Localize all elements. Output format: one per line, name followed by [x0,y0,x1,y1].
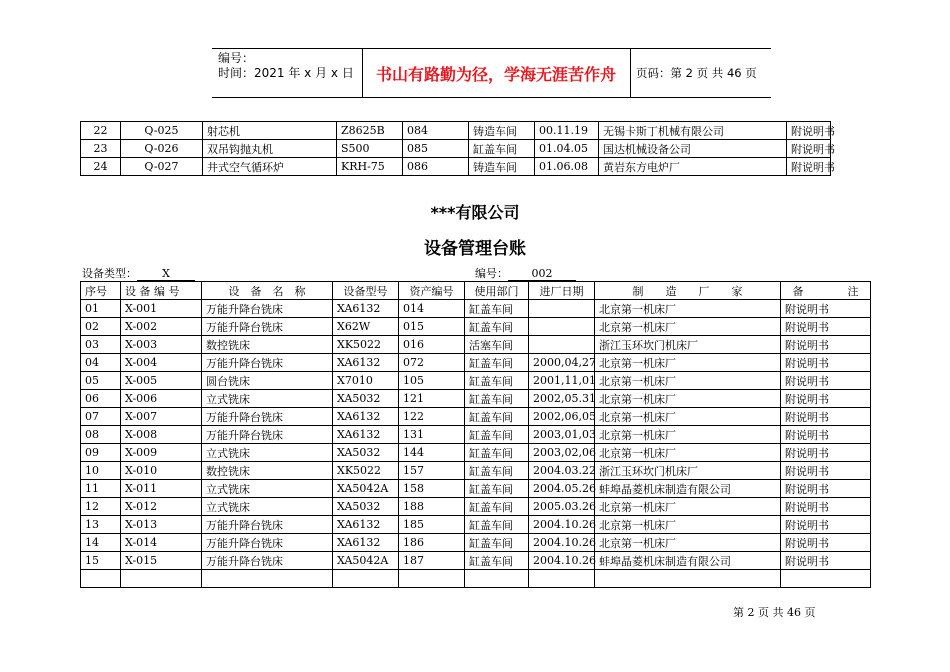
cell-seq: 07 [81,408,121,426]
table-row [81,516,871,534]
header-asset-no: 资产编号 [399,282,465,300]
cell-seq: 02 [81,318,121,336]
cell-equip-no: Q-027 [121,158,203,176]
cell-equip-no: X-003 [121,336,202,354]
cell-asset-no: 187 [399,552,465,570]
top-table-body [81,122,835,176]
table-row [81,122,831,140]
cell-model: KRH-75 [337,158,403,176]
cell-maker: 北京第一机床厂 [595,372,781,390]
cell-asset-no: 121 [399,390,465,408]
cell-model: XK5022 [333,462,399,480]
cell-equip-name: 立式铣床 [202,480,333,498]
cell-asset-no: 188 [399,498,465,516]
cell-maker: 蚌埠晶菱机床制造有限公司 [595,552,781,570]
cell-equip-no: X-011 [121,480,202,498]
cell-model: XA5032 [333,390,399,408]
cell-dept: 缸盖车间 [465,498,529,516]
cell-date: 2001,11,01 [529,372,595,390]
equipment-type-value: X [137,267,195,281]
header-seq: 序号 [81,282,121,300]
cell-equip-name: 立式铣床 [202,498,333,516]
cell-asset-no: 122 [399,408,465,426]
cell-seq: 11 [81,480,121,498]
ledger-number [475,265,576,281]
cell-seq: 23 [81,140,121,158]
cell-equip-no: X-015 [121,552,202,570]
cell-remark: 附说明书 [781,462,871,480]
cell-equip-name: 立式铣床 [202,444,333,462]
cell-model: XA6132 [333,516,399,534]
cell-equip-no: X-001 [121,300,202,318]
cell-maker: 北京第一机床厂 [595,534,781,552]
table-row [81,534,871,552]
table-row [81,300,871,318]
cell-date: 2002,05.31 [529,390,595,408]
table-row [81,408,871,426]
ledger-number-value: 002 [508,267,576,281]
page-header [212,48,771,98]
header-motto: 书山有路勤为径，学海无涯苦作舟 [362,49,631,97]
cell-equip-name: 立式铣床 [202,390,333,408]
cell-equip-name: 万能升降台铣床 [202,552,333,570]
cell-model: Z8625B [337,122,403,140]
cell-dept [465,570,529,588]
cell-equip-name: 万能升降台铣床 [202,426,333,444]
cell-asset-no: 016 [399,336,465,354]
header-number-label: 编号： [218,51,255,65]
cell-dept: 缸盖车间 [465,372,529,390]
cell-model: S500 [337,140,403,158]
cell-equip-no: Q-026 [121,140,203,158]
cell-maker: 北京第一机床厂 [595,498,781,516]
cell-date: 2004.10.26 [529,534,595,552]
table-row [81,462,871,480]
table-row [81,318,871,336]
cell-model: XA6132 [333,426,399,444]
cell-seq: 08 [81,426,121,444]
cell-equip-no: X-005 [121,372,202,390]
cell-asset-no: 186 [399,534,465,552]
cell-asset-no: 085 [403,140,469,158]
cell-dept: 活塞车间 [465,336,529,354]
cell-model: XA5032 [333,498,399,516]
cell-maker: 北京第一机床厂 [595,426,781,444]
cell-dept: 缸盖车间 [465,480,529,498]
header-time: 时间：2021 年 x 月 x 日 [218,66,354,80]
header-equip-no: 设 备 编 号 [121,282,202,300]
cell-maker: 浙江玉环坎门机床厂 [595,462,781,480]
cell-date: 2002,06,05 [529,408,595,426]
cell-dept: 缸盖车间 [465,516,529,534]
header-maker: 制 造 厂 家 [595,282,781,300]
cell-asset-no: 014 [399,300,465,318]
header-model: 设备型号 [333,282,399,300]
cell-remark: 附说明书 [787,122,831,140]
cell-date: 2004.10.26 [529,516,595,534]
cell-equip-name: 万能升降台铣床 [202,534,333,552]
cell-remark: 附说明书 [781,480,871,498]
cell-date [529,570,595,588]
cell-maker: 浙江玉环坎门机床厂 [595,336,781,354]
cell-dept: 缸盖车间 [465,300,529,318]
table-row [81,336,871,354]
cell-remark: 附说明书 [787,140,831,158]
cell-date: 2003,01,03 [529,426,595,444]
cell-asset-no: 072 [399,354,465,372]
cell-dept: 铸造车间 [469,158,535,176]
table-row [81,444,871,462]
cell-seq: 24 [81,158,121,176]
cell-remark: 附说明书 [781,498,871,516]
cell-date: 2003,02,06 [529,444,595,462]
cell-asset-no: 185 [399,516,465,534]
cell-dept: 缸盖车间 [465,390,529,408]
cell-equip-name: 井式空气循环炉 [203,158,337,176]
cell-equip-name: 射芯机 [203,122,337,140]
cell-date: 2004.05.26 [529,480,595,498]
cell-maker: 北京第一机床厂 [595,408,781,426]
cell-asset-no: 015 [399,318,465,336]
cell-maker: 北京第一机床厂 [595,300,781,318]
cell-remark: 附说明书 [781,300,871,318]
ledger-number-label: 编号： [475,267,508,280]
cell-equip-no: X-012 [121,498,202,516]
cell-dept: 缸盖车间 [465,462,529,480]
cell-seq [81,570,121,588]
cell-equip-no [121,570,202,588]
cell-model: X7010 [333,372,399,390]
cell-asset-no: 084 [403,122,469,140]
table-row [81,140,831,158]
cell-model: XA5042A [333,480,399,498]
equipment-type [82,265,195,281]
cell-asset-no: 131 [399,426,465,444]
cell-seq: 01 [81,300,121,318]
company-title: ***有限公司 [430,203,520,222]
cell-seq: 10 [81,462,121,480]
cell-dept: 铸造车间 [469,122,535,140]
cell-equip-name: 圆台铣床 [202,372,333,390]
cell-equip-no: X-002 [121,318,202,336]
cell-asset-no: 157 [399,462,465,480]
cell-equip-no: X-004 [121,354,202,372]
cell-remark [781,570,871,588]
cell-model: XA6132 [333,300,399,318]
cell-equip-no: X-006 [121,390,202,408]
cell-equip-name: 双吊钩抛丸机 [203,140,337,158]
cell-model: XA6132 [333,534,399,552]
cell-seq: 09 [81,444,121,462]
cell-equip-no: X-014 [121,534,202,552]
cell-remark: 附说明书 [781,336,871,354]
cell-dept: 缸盖车间 [465,318,529,336]
cell-dept: 缸盖车间 [465,552,529,570]
cell-equip-no: X-013 [121,516,202,534]
cell-seq: 22 [81,122,121,140]
cell-equip-no: X-008 [121,426,202,444]
cell-remark: 附说明书 [781,354,871,372]
header-equip-name: 设 备 名 称 [202,282,333,300]
cell-remark: 附说明书 [787,158,831,176]
cell-remark: 附说明书 [781,390,871,408]
cell-remark: 附说明书 [781,372,871,390]
table-row [81,480,871,498]
cell-date [529,336,595,354]
cell-asset-no: 086 [403,158,469,176]
cell-date: 2004.03.22 [529,462,595,480]
cell-date: 01.06.08 [535,158,599,176]
cell-dept: 缸盖车间 [469,140,535,158]
cell-dept: 缸盖车间 [465,408,529,426]
cell-maker: 蚌埠晶菱机床制造有限公司 [595,480,781,498]
cell-equip-name: 万能升降台铣床 [202,408,333,426]
cell-maker: 北京第一机床厂 [595,516,781,534]
cell-maker: 无锡卡斯丁机械有限公司 [599,122,787,140]
cell-seq: 06 [81,390,121,408]
cell-maker: 黄岩东方电炉厂 [599,158,787,176]
cell-dept: 缸盖车间 [465,534,529,552]
cell-maker: 国达机械设备公司 [599,140,787,158]
cell-equip-name: 数控铣床 [202,462,333,480]
cell-remark: 附说明书 [781,516,871,534]
cell-seq: 04 [81,354,121,372]
cell-remark: 附说明书 [781,408,871,426]
equipment-type-label: 设备类型： [82,267,137,280]
cell-equip-name: 万能升降台铣床 [202,516,333,534]
cell-maker: 北京第一机床厂 [595,390,781,408]
cell-date: 00.11.19 [535,122,599,140]
header-meta [212,49,363,97]
page-footer: 第 2 页 共 46 页 [733,606,816,619]
cell-dept: 缸盖车间 [465,426,529,444]
table-row [81,390,871,408]
cell-model [333,570,399,588]
cell-asset-no: 105 [399,372,465,390]
table-row [81,354,871,372]
cell-model: XA6132 [333,408,399,426]
cell-model: XA5032 [333,444,399,462]
cell-equip-name: 万能升降台铣床 [202,318,333,336]
cell-remark: 附说明书 [781,552,871,570]
cell-equip-name: 万能升降台铣床 [202,354,333,372]
ledger-title: 设备管理台账 [424,239,526,259]
table-row [81,570,871,588]
cell-dept: 缸盖车间 [465,444,529,462]
cell-remark: 附说明书 [781,534,871,552]
header-remark: 备 注 [781,282,871,300]
table-row [81,372,871,390]
header-dept: 使用部门 [465,282,529,300]
equipment-ledger-table [80,281,871,588]
cell-seq: 13 [81,516,121,534]
cell-model: XA5042A [333,552,399,570]
cell-maker: 北京第一机床厂 [595,444,781,462]
cell-seq: 12 [81,498,121,516]
table-row [81,158,831,176]
cell-asset-no: 158 [399,480,465,498]
cell-equip-name [202,570,333,588]
table-row [81,552,871,570]
cell-dept: 缸盖车间 [465,354,529,372]
cell-model: XK5022 [333,336,399,354]
cell-model: XA6132 [333,354,399,372]
cell-equip-no: Q-025 [121,122,203,140]
ledger-header-row [81,282,871,300]
cell-equip-name: 万能升降台铣床 [202,300,333,318]
cell-asset-no: 144 [399,444,465,462]
cell-asset-no [399,570,465,588]
top-equipment-table [80,121,835,176]
header-date: 进厂日期 [529,282,595,300]
header-page-code: 页码：第 2 页 共 46 页 [636,66,757,80]
cell-date: 01.04.05 [535,140,599,158]
cell-date [529,300,595,318]
cell-equip-no: X-007 [121,408,202,426]
cell-maker: 北京第一机床厂 [595,318,781,336]
cell-seq: 03 [81,336,121,354]
cell-date: 2004.10.26 [529,552,595,570]
ledger-table-body [81,300,871,588]
cell-seq: 15 [81,552,121,570]
cell-date: 2005.03.26 [529,498,595,516]
cell-equip-no: X-009 [121,444,202,462]
cell-maker: 北京第一机床厂 [595,354,781,372]
cell-equip-no: X-010 [121,462,202,480]
table-row [81,426,871,444]
cell-seq: 05 [81,372,121,390]
cell-date: 2000,04,27 [529,354,595,372]
cell-seq: 14 [81,534,121,552]
cell-remark: 附说明书 [781,318,871,336]
cell-remark: 附说明书 [781,444,871,462]
cell-maker [595,570,781,588]
cell-date [529,318,595,336]
table-row [81,498,871,516]
cell-model: X62W [333,318,399,336]
cell-equip-name: 数控铣床 [202,336,333,354]
cell-remark: 附说明书 [781,426,871,444]
